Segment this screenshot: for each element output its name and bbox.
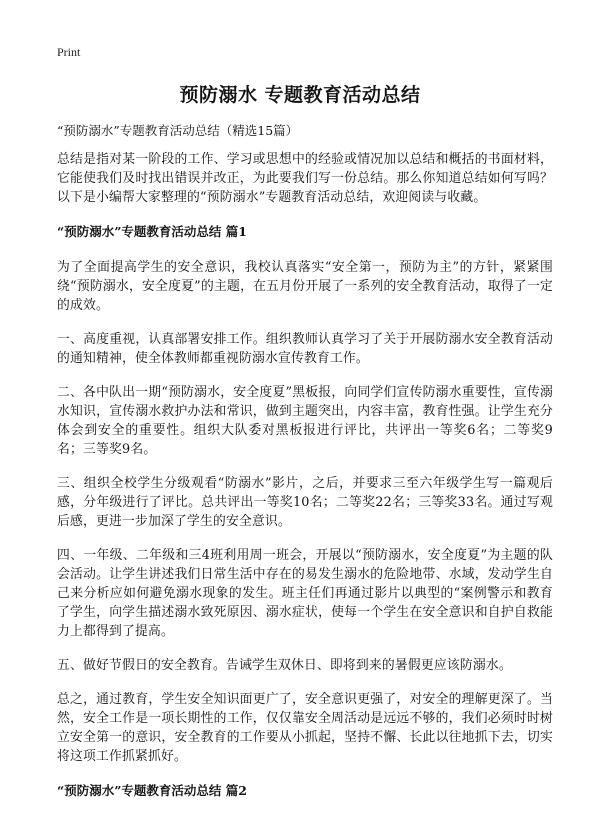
section-heading-2: “预防溺水”专题教育活动总结 篇2	[57, 783, 247, 798]
page-subtitle: “预防溺水”专题教育活动总结（精选15篇）	[57, 123, 299, 138]
section-heading-1: “预防溺水”专题教育活动总结 篇1	[57, 224, 247, 239]
paragraph: 五、做好节假日的安全教育。告诫学生双休日、即将到来的暑假更应该防溺水。	[57, 658, 512, 673]
paragraph: 为了全面提高学生的安全意识，我校认真落实“安全第一，预防为主”的方针，紧紧围绕“预防溺水，安全度夏”的主题，在五月份开展了一系列的安全教育活动，取得了一定的成效。	[57, 260, 553, 313]
paragraph: 总之，通过教育，学生安全知识面更广了，安全意识更强了，对安全的理解更深了。当然，安全工作是一项长期性的工作，仅仅靠安全周活动是远远不够的，我们必须时时树立安全第一的意识，安全教育的工作要从小抓起，坚持不懈、长此以往地抓下去，切实将这项工作抓紧抓好。	[57, 692, 553, 764]
page-title: 预防溺水 专题教育活动总结	[179, 84, 421, 106]
document-body	[57, 150, 553, 817]
intro-paragraph: 总结是指对某一阶段的工作、学习或思想中的经验或情况加以总结和概括的书面材料，它能使我们及时找出错误并改正，为此要我们写一份总结。那么你知道总结如何写吗？以下是小编帮大家整理的“预防溺水”专题教育活动总结，欢迎阅读与收藏。	[57, 152, 553, 205]
paragraph: 四、一年级、二年级和三4班利用周一班会，开展以“预防溺水，安全度夏”为主题的队会活动。让学生讲述我们日常生活中存在的易发生溺水的危险地带、水域，发动学生自己来分析应如何避免溺水现象的发生。班主任们再通过影片以典型的“案例警示和教育了学生，向学生描述溺水致死原因、溺水症状，使每一个学生在安全意识和自护自救能力上都得到了提高。	[57, 548, 553, 639]
paragraph: 二、各中队出一期“预防溺水，安全度夏”黑板报，向同学们宣传防溺水重要性，宣传溺水知识，宣传溺水救护办法和常识，做到主题突出，内容丰富，教育性强。让学生充分体会到安全的重要性。组织大队委对黑板报进行评比，共评出一等奖6名；二等奖9名；三等奖9名。	[57, 385, 553, 457]
paragraph: 一、高度重视，认真部署安排工作。组织教师认真学习了关于开展防溺水安全教育活动的通知精神，使全体教师都重视防溺水宣传教育工作。	[57, 332, 553, 366]
paragraph: 三、组织全校学生分级观看“防溺水”影片，之后，并要求三至六年级学生写一篇观后感，分年级进行了评比。总共评出一等奖10名；二等奖22名；三等奖33名。通过写观后感，更进一步加深了学生的安全意识。	[57, 476, 553, 529]
print-label[interactable]: Print	[57, 45, 81, 59]
